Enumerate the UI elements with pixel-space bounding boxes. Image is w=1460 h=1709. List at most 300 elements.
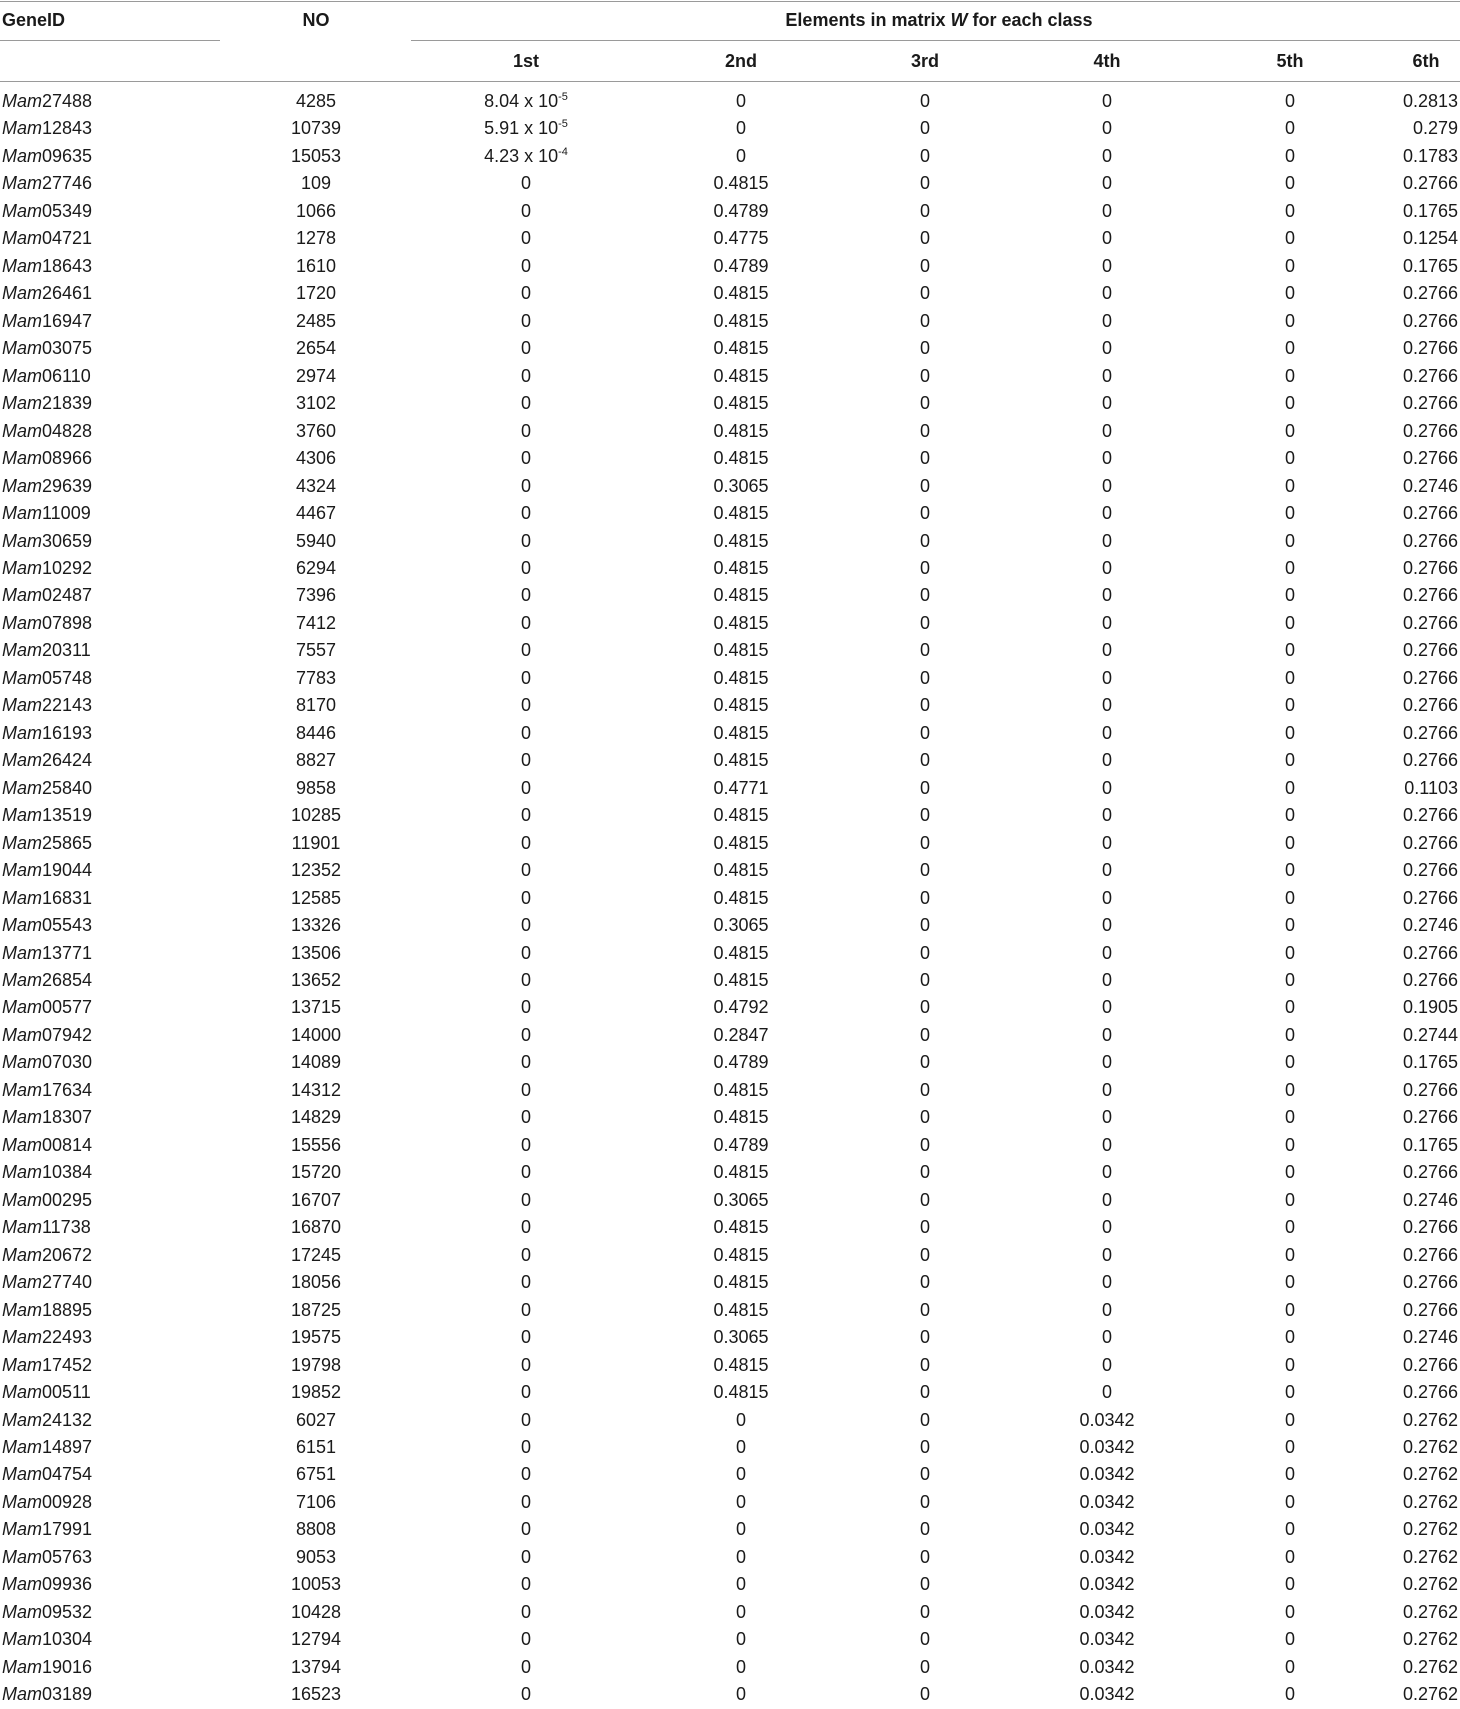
cell-class-3rd-value: 0 [919,1629,931,1650]
cell-no [296,363,336,390]
cell-class-5th [1285,1077,1295,1104]
cell-class-1st [521,418,531,445]
cell-class-5th [1285,1379,1295,1406]
cell-class-2nd [713,692,768,719]
cell-class-4th [1102,1324,1112,1351]
cell-class-3rd-value: 0 [919,393,931,414]
cell-class-5th [1285,1214,1295,1241]
cell-class-3rd [920,1104,930,1131]
cell-class-2nd-value: 0.4789 [713,200,769,221]
cell-no [291,1352,341,1379]
cell-class-6th: 0.2766 [1402,887,1458,908]
gene-prefix: Mam [2,173,42,194]
gene-prefix: Mam [2,228,42,249]
cell-class-5th [1285,1461,1295,1488]
cell-class-1st-value: 8.04 x 10 [484,91,559,111]
cell-gene-id [2,1571,92,1598]
cell-class-1st [521,967,531,994]
cell-class-5th [1285,1049,1295,1076]
cell-class-4th [1102,1269,1112,1296]
cell-class-2nd [713,1269,768,1296]
cell-no [296,747,336,774]
cell-no-value: 9053 [295,1546,337,1567]
table-row [0,115,1460,142]
cell-class-1st-value: 0 [520,393,532,414]
cell-no-value: 4306 [295,448,337,469]
cell-class-3rd [920,363,930,390]
cell-no [296,280,336,307]
cell-class-4th-value: 0 [1101,640,1113,661]
gene-prefix: Mam [2,1134,42,1155]
cell-class-5th-value: 0 [1284,118,1296,139]
cell-class-3rd [920,1159,930,1186]
cell-no [291,1599,341,1626]
cell-class-6th: 0.2766 [1402,448,1458,469]
cell-class-1st-value: 0 [520,530,532,551]
cell-class-1st [521,1516,531,1543]
cell-class-5th [1285,885,1295,912]
cell-no [291,1242,341,1269]
gene-number: 00577 [42,997,93,1018]
cell-class-2nd [713,1077,768,1104]
gene-prefix: Mam [2,310,42,331]
cell-class-3rd-value: 0 [919,1382,931,1403]
cell-class-3rd-value: 0 [919,338,931,359]
header-class-1st: 1st [512,51,540,71]
cell-class-2nd-value: 0.4815 [713,420,769,441]
cell-no-value: 12794 [290,1629,342,1650]
cell-class-4th [1102,1379,1112,1406]
cell-class-4th-value: 0 [1101,420,1113,441]
cell-class-4th [1102,1352,1112,1379]
cell-class-2nd [713,198,768,225]
table-row [0,1654,1460,1681]
cell-class-3rd-value: 0 [919,970,931,990]
cell-no [291,940,341,967]
cell-class-3rd-value: 0 [919,420,931,441]
cell-class-4th-value: 0 [1101,585,1113,606]
cell-class-3rd-value: 0 [919,1052,931,1073]
cell-class-1st-value: 0 [520,448,532,469]
cell-class-3rd-value: 0 [919,640,931,661]
cell-class-3rd [920,253,930,280]
table-body [0,88,1460,1709]
cell-class-6th: 0.2746 [1402,1327,1458,1348]
cell-gene-id [2,1297,92,1324]
cell-no [291,1104,341,1131]
cell-class-5th-value: 0 [1284,915,1296,936]
cell-class-6th: 0.2766 [1402,612,1458,633]
gene-number: 19044 [42,860,93,881]
cell-class-6th: 0.2766 [1402,283,1458,304]
cell-class-5th-value: 0 [1284,1629,1296,1650]
cell-class-1st [521,528,531,555]
gene-prefix: Mam [2,777,42,798]
cell-class-5th-value: 0 [1284,283,1296,304]
cell-class-4th [1102,940,1112,967]
cell-no [291,912,341,939]
cell-class-2nd-value: 0.3065 [713,475,769,496]
cell-no [296,335,336,362]
cell-class-3rd-value: 0 [919,1079,931,1100]
cell-class-3rd [920,1324,930,1351]
cell-gene-id [2,363,91,390]
cell-class-4th-value: 0 [1101,365,1113,386]
cell-class-4th [1102,775,1112,802]
cell-class-2nd [713,390,768,417]
cell-class-3rd [920,1544,930,1571]
cell-class-5th [1285,857,1295,884]
cell-no-value: 14089 [290,1052,342,1073]
cell-class-1st [521,1544,531,1571]
cell-class-4th-value: 0 [1101,1244,1113,1265]
cell-class-3rd [920,775,930,802]
cell-class-1st [521,1297,531,1324]
cell-gene-id [2,225,92,252]
cell-class-5th [1285,1022,1295,1049]
gene-number: 25865 [42,832,93,853]
cell-class-4th-value: 0 [1101,1217,1113,1238]
cell-class-5th-value: 0 [1284,722,1296,743]
cell-class-5th [1285,555,1295,582]
cell-class-1st-value: 0 [520,173,532,194]
cell-class-2nd-value: 0.4815 [713,1217,769,1238]
cell-class-1st [521,940,531,967]
cell-no-value: 12352 [290,860,342,881]
cell-class-2nd [736,1571,746,1598]
gene-number: 09532 [42,1601,93,1622]
cell-class-1st [521,1654,531,1681]
cell-class-2nd [713,335,768,362]
gene-number: 25840 [42,777,93,798]
cell-no [291,1132,341,1159]
gene-number: 18307 [42,1107,93,1128]
cell-class-2nd [736,1434,746,1461]
cell-class-2nd [736,1407,746,1434]
gene-number: 22493 [42,1327,93,1348]
cell-class-2nd-value: 0 [735,1519,747,1540]
cell-no-value: 7106 [295,1491,337,1512]
cell-class-2nd [713,1049,768,1076]
cell-class-1st [521,445,531,472]
cell-class-3rd-value: 0 [919,1464,931,1485]
cell-class-4th-value: 0 [1101,448,1113,469]
cell-class-6th: 0.2762 [1402,1629,1458,1650]
cell-class-5th-value: 0 [1284,1656,1296,1677]
gene-prefix: Mam [2,420,42,441]
cell-class-4th [1079,1599,1134,1626]
cell-no [296,198,336,225]
cell-class-5th [1285,445,1295,472]
cell-class-1st-value: 0 [520,557,532,578]
cell-class-4th [1102,720,1112,747]
cell-no-value: 18725 [290,1299,342,1320]
cell-class-5th-value: 0 [1284,91,1296,111]
cell-class-2nd [713,720,768,747]
cell-class-1st [521,363,531,390]
cell-gene-id [2,637,91,664]
cell-class-5th-value: 0 [1284,942,1296,963]
cell-class-5th-value: 0 [1284,1079,1296,1100]
table-row [0,1681,1460,1708]
cell-class-4th [1102,665,1112,692]
table-row [0,445,1460,472]
cell-gene-id [2,912,92,939]
cell-class-4th-value: 0 [1101,997,1113,1018]
cell-class-1st [521,1324,531,1351]
cell-no-value: 7412 [295,612,337,633]
gene-number: 16831 [42,887,93,908]
cell-no-value: 15720 [290,1162,342,1183]
cell-no-value: 2974 [295,365,337,386]
cell-class-2nd [713,994,768,1021]
cell-class-1st-value: 0 [520,1327,532,1348]
cell-no [296,473,336,500]
cell-class-2nd-value: 0.4815 [713,887,769,908]
cell-class-3rd-value: 0 [919,860,931,881]
cell-gene-id [2,500,91,527]
cell-gene-id [2,280,92,307]
gene-number: 13519 [42,805,93,826]
cell-class-2nd-value: 0.4815 [713,1382,769,1403]
cell-gene-id [2,1434,92,1461]
gene-prefix: Mam [2,640,42,661]
cell-gene-id [2,1132,92,1159]
cell-class-2nd-value: 0.4815 [713,750,769,771]
cell-class-5th-value: 0 [1284,1162,1296,1183]
gene-id-underline [0,40,220,41]
cell-class-3rd-value: 0 [919,1189,931,1210]
cell-class-1st-value: 0 [520,228,532,249]
cell-class-6th: 0.2766 [1402,173,1458,194]
cell-class-3rd [920,857,930,884]
cell-class-3rd-value: 0 [919,667,931,688]
cell-class-6th: 0.2766 [1402,805,1458,826]
cell-gene-id [2,1077,92,1104]
header-class-4th: 4th [1093,51,1121,71]
cell-class-4th [1102,1104,1112,1131]
cell-class-2nd-value: 0.4815 [713,805,769,826]
cell-class-5th-value: 0 [1284,255,1296,276]
cell-no-value: 6294 [295,557,337,578]
cell-no [296,1434,336,1461]
cell-no-value: 7396 [295,585,337,606]
cell-class-3rd-value: 0 [919,1546,931,1567]
cell-class-4th-value: 0 [1101,915,1113,936]
cell-class-2nd [713,445,768,472]
cell-class-5th [1285,830,1295,857]
cell-class-2nd [736,1626,746,1653]
cell-no-value: 13715 [290,997,342,1018]
cell-class-1st [521,500,531,527]
table-row [0,665,1460,692]
cell-class-5th [1285,225,1295,252]
table-row [0,1049,1460,1076]
cell-class-6th: 0.2766 [1402,1299,1458,1320]
cell-no [291,802,341,829]
cell-class-3rd-value: 0 [919,1272,931,1293]
table-row [0,363,1460,390]
cell-class-3rd [920,500,930,527]
table-row [0,143,1460,170]
cell-class-4th [1102,363,1112,390]
cell-class-1st [484,88,568,115]
cell-gene-id [2,1654,92,1681]
cell-no [296,500,336,527]
cell-class-4th [1079,1434,1134,1461]
gene-prefix: Mam [2,1299,42,1320]
cell-class-3rd-value: 0 [919,1327,931,1348]
cell-class-3rd [920,418,930,445]
gene-prefix: Mam [2,1189,42,1210]
cell-class-2nd [713,170,768,197]
cell-class-3rd-value: 0 [919,503,931,524]
cell-class-6th: 0.2762 [1402,1464,1458,1485]
table-row [0,1104,1460,1131]
cell-class-1st [521,1434,531,1461]
cell-gene-id [2,308,92,335]
cell-gene-id [2,1324,92,1351]
cell-class-3rd [920,1379,930,1406]
cell-class-4th [1102,445,1112,472]
cell-class-6th: 0.2762 [1402,1574,1458,1595]
cell-class-5th-value: 0 [1284,887,1296,908]
cell-class-3rd [920,473,930,500]
cell-no [296,582,336,609]
header-group-prefix: Elements in matrix [785,10,951,30]
cell-class-6th: 0.2766 [1402,1382,1458,1403]
gene-prefix: Mam [2,805,42,826]
cell-class-6th: 0.2766 [1402,970,1458,990]
cell-class-3rd [920,1242,930,1269]
cell-class-6th: 0.2746 [1402,1189,1458,1210]
cell-class-1st-value: 0 [520,283,532,304]
cell-class-1st-value: 0 [520,1464,532,1485]
cell-class-5th-value: 0 [1284,420,1296,441]
cell-class-6th: 0.2766 [1402,557,1458,578]
cell-class-2nd-value: 0.4815 [713,612,769,633]
group-underline [411,40,1460,41]
cell-class-5th-value: 0 [1284,1464,1296,1485]
cell-class-5th [1285,1297,1295,1324]
cell-class-1st-value: 0 [520,255,532,276]
cell-class-4th-value: 0.0342 [1079,1546,1135,1567]
cell-class-2nd-value: 0.4815 [713,310,769,331]
cell-no [296,528,336,555]
cell-class-6th: 0.2766 [1402,942,1458,963]
cell-class-2nd-value: 0.4815 [713,722,769,743]
table-row [0,555,1460,582]
cell-class-3rd [920,637,930,664]
cell-class-5th [1285,1159,1295,1186]
table-row [0,1159,1460,1186]
cell-gene-id [2,1681,92,1708]
cell-no [296,665,336,692]
cell-class-5th-value: 0 [1284,777,1296,798]
cell-no [291,143,341,170]
cell-class-6th: 0.2766 [1402,1272,1458,1293]
cell-class-3rd-value: 0 [919,1409,931,1430]
cell-class-5th-value: 0 [1284,1601,1296,1622]
table-row [0,775,1460,802]
cell-class-2nd [713,912,768,939]
cell-class-4th [1079,1626,1134,1653]
gene-prefix: Mam [2,1656,42,1677]
cell-class-3rd-value: 0 [919,118,931,139]
cell-class-2nd-value: 0.2847 [713,1024,769,1045]
cell-class-6th: 0.2766 [1402,750,1458,771]
cell-no-value: 13652 [290,970,342,990]
cell-class-4th-value: 0.0342 [1079,1519,1135,1540]
cell-class-3rd-value: 0 [919,173,931,194]
cell-class-2nd-value: 0.4815 [713,695,769,716]
cell-no-value: 8827 [295,750,337,771]
cell-class-6th: 0.2766 [1402,420,1458,441]
cell-no [291,1049,341,1076]
cell-gene-id [2,1489,92,1516]
cell-class-5th [1285,1544,1295,1571]
gene-number: 00511 [42,1382,91,1403]
cell-no-value: 16870 [290,1217,342,1238]
cell-class-5th-value: 0 [1284,1052,1296,1073]
table-row [0,418,1460,445]
cell-class-5th [1285,170,1295,197]
cell-class-1st [484,115,568,142]
cell-class-1st [521,1049,531,1076]
gene-number: 03189 [42,1684,93,1705]
cell-class-1st-value: 0 [520,667,532,688]
cell-class-3rd [920,1269,930,1296]
cell-class-1st-value: 0 [520,887,532,908]
cell-class-1st-value: 0 [520,695,532,716]
table-row [0,1132,1460,1159]
cell-class-2nd [713,857,768,884]
cell-class-3rd-value: 0 [919,145,931,166]
cell-gene-id [2,473,92,500]
cell-class-2nd-value: 0.4815 [713,832,769,853]
cell-class-2nd [736,1681,746,1708]
gene-number: 26424 [42,750,93,771]
cell-class-2nd-value: 0.4815 [713,970,769,990]
gene-prefix: Mam [2,1436,42,1457]
cell-class-4th-value: 0 [1101,338,1113,359]
cell-class-5th-value: 0 [1284,832,1296,853]
cell-class-1st-value: 0 [520,1162,532,1183]
cell-gene-id [2,198,92,225]
cell-class-2nd-value: 0 [735,145,747,166]
cell-gene-id [2,720,92,747]
table-row [0,912,1460,939]
cell-class-5th-value: 0 [1284,667,1296,688]
table-row [0,1187,1460,1214]
cell-class-1st [521,225,531,252]
cell-class-1st-value: 0 [520,1546,532,1567]
cell-class-2nd [713,1104,768,1131]
cell-class-3rd-value: 0 [919,805,931,826]
cell-no [296,88,336,115]
cell-class-5th-value: 0 [1284,695,1296,716]
cell-class-1st [521,170,531,197]
cell-gene-id [2,775,92,802]
cell-class-1st-value: 0 [520,1684,532,1705]
gene-prefix: Mam [2,915,42,936]
cell-class-3rd [920,1077,930,1104]
cell-class-1st [521,308,531,335]
cell-class-4th [1102,88,1112,115]
cell-class-4th-value: 0 [1101,475,1113,496]
cell-class-5th-value: 0 [1284,1574,1296,1595]
cell-class-1st-value: 0 [520,1491,532,1512]
